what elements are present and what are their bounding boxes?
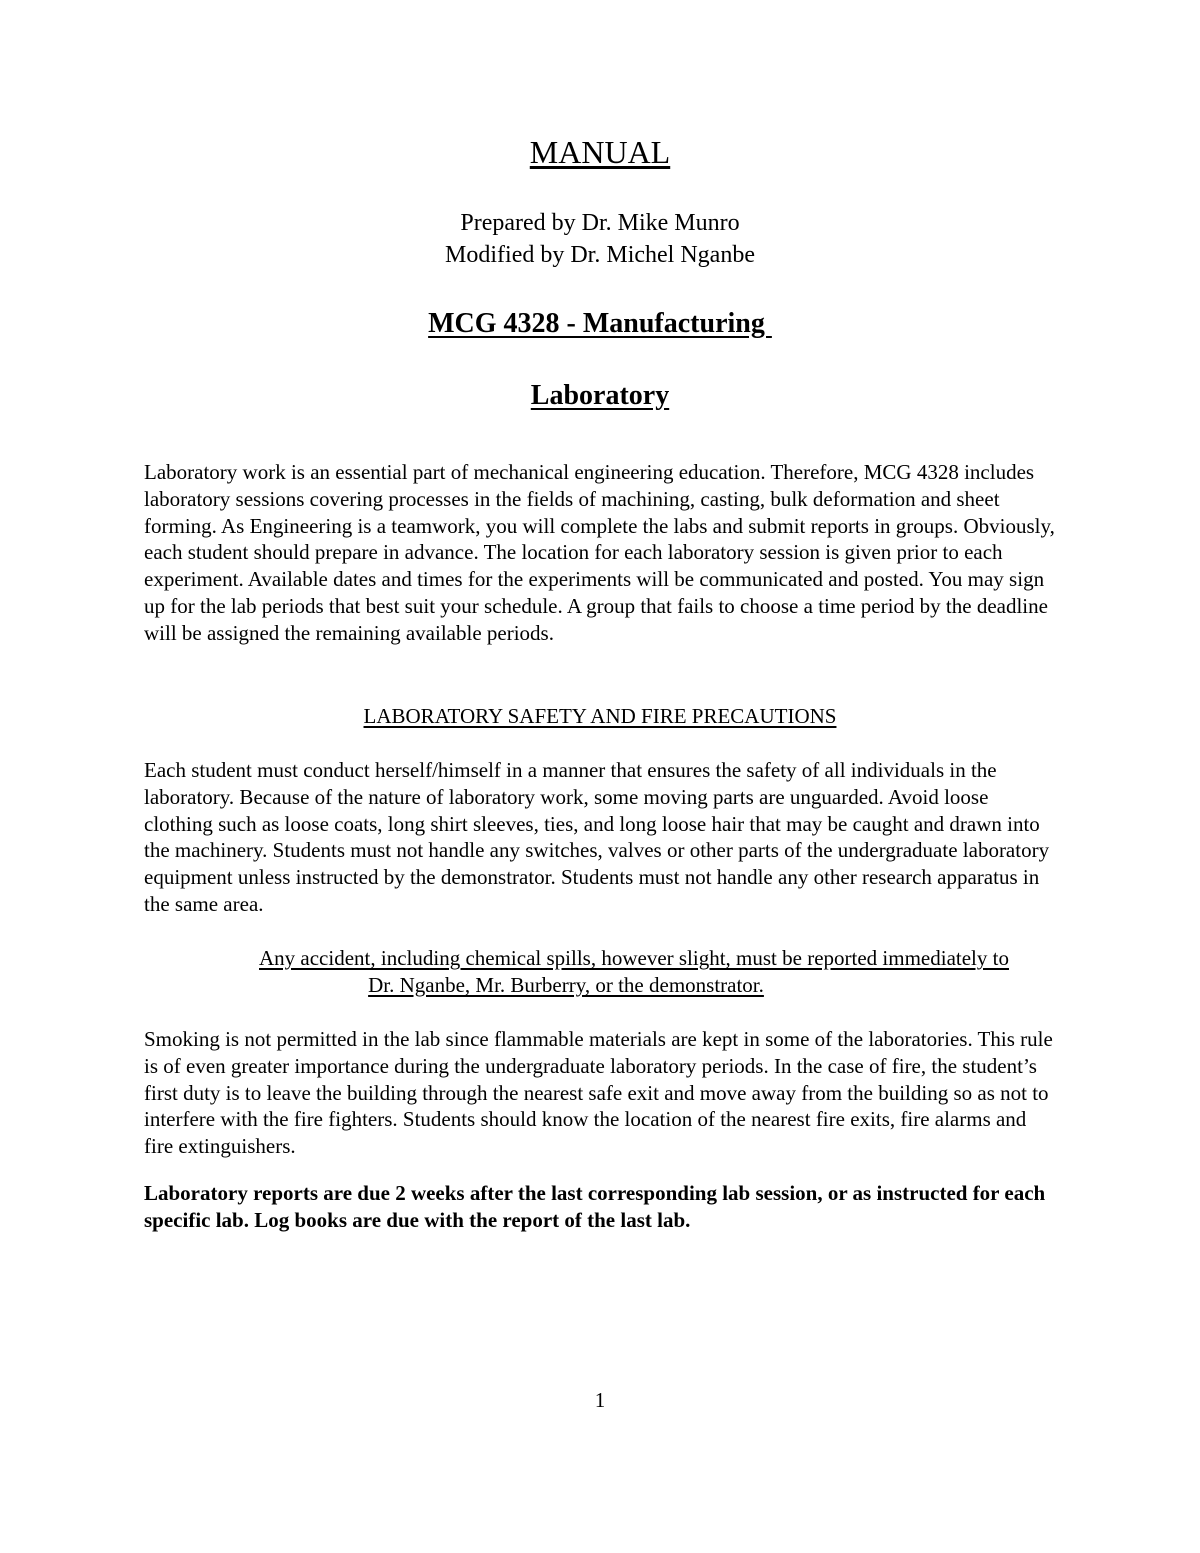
safety-heading: LABORATORY SAFETY AND FIRE PRECAUTIONS xyxy=(363,704,837,728)
smoking-paragraph: Smoking is not permitted in the lab since flammable materials are kept in some of the laboratories. This rule is of even greater importance during the undergraduate laboratory periods. In the case of fire, the student’s first duty is to leave the building through the nearest safe exit and move away from the building so as not to interfere with the fire fighters. Students should know the location of the nearest fire exits, fire alarms and fire extinguishers. xyxy=(144,1027,1053,1159)
accident-warning xyxy=(0,945,1200,999)
reports-due-paragraph: Laboratory reports are due 2 weeks after the last corresponding lab session, or as instructed for each specific lab. Log books are due with the report of the last lab. xyxy=(144,1181,1046,1232)
intro-paragraph: Laboratory work is an essential part of mechanical engineering education. Therefore, MCG 4328 includes laboratory sessions covering processes in the fields of machining, casting, bulk deformation and sheet forming. As Engineering is a teamwork, you will complete the labs and submit reports in groups. Obviously, each student should prepare in advance. The location for each laboratory session is given prior to each experiment. Available dates and times for the experiments will be communicated and posted. You may sign up for the lab periods that best suit your schedule. A group that fails to choose a time period by the deadline will be assigned the remaining available periods. xyxy=(144,460,1055,645)
prepared-by: Prepared by Dr. Mike Munro xyxy=(460,210,740,236)
course-subtitle-text: Laboratory xyxy=(530,380,670,411)
safety-paragraph: Each student must conduct herself/himself in a manner that ensures the safety of all individuals in the laboratory. Because of the nature of laboratory work, some moving parts are unguarded. Avoid loose clothing such as loose coats, long shirt sleeves, ties, and long loose hair that may be caught and drawn into the machinery. Students must not handle any switches, valves or other parts of the undergraduate laboratory equipment unless instructed by the demonstrator. Students must not handle any other research apparatus in the same area. xyxy=(144,758,1050,916)
page-number: 1 xyxy=(594,1388,606,1412)
accident-warning-line-2: Dr. Nganbe, Mr. Burberry, or the demonstrator. xyxy=(368,972,764,997)
accident-warning-line-1: Any accident, including chemical spills, however slight, must be reported immediately to xyxy=(259,946,1009,970)
modified-by: Modified by Dr. Michel Nganbe xyxy=(445,242,755,268)
course-title-text: MCG 4328 - Manufacturing xyxy=(428,308,772,339)
credits xyxy=(0,207,1200,271)
course-title xyxy=(0,304,1200,344)
document-title: MANUAL xyxy=(529,134,671,170)
course-subtitle xyxy=(0,376,1200,416)
